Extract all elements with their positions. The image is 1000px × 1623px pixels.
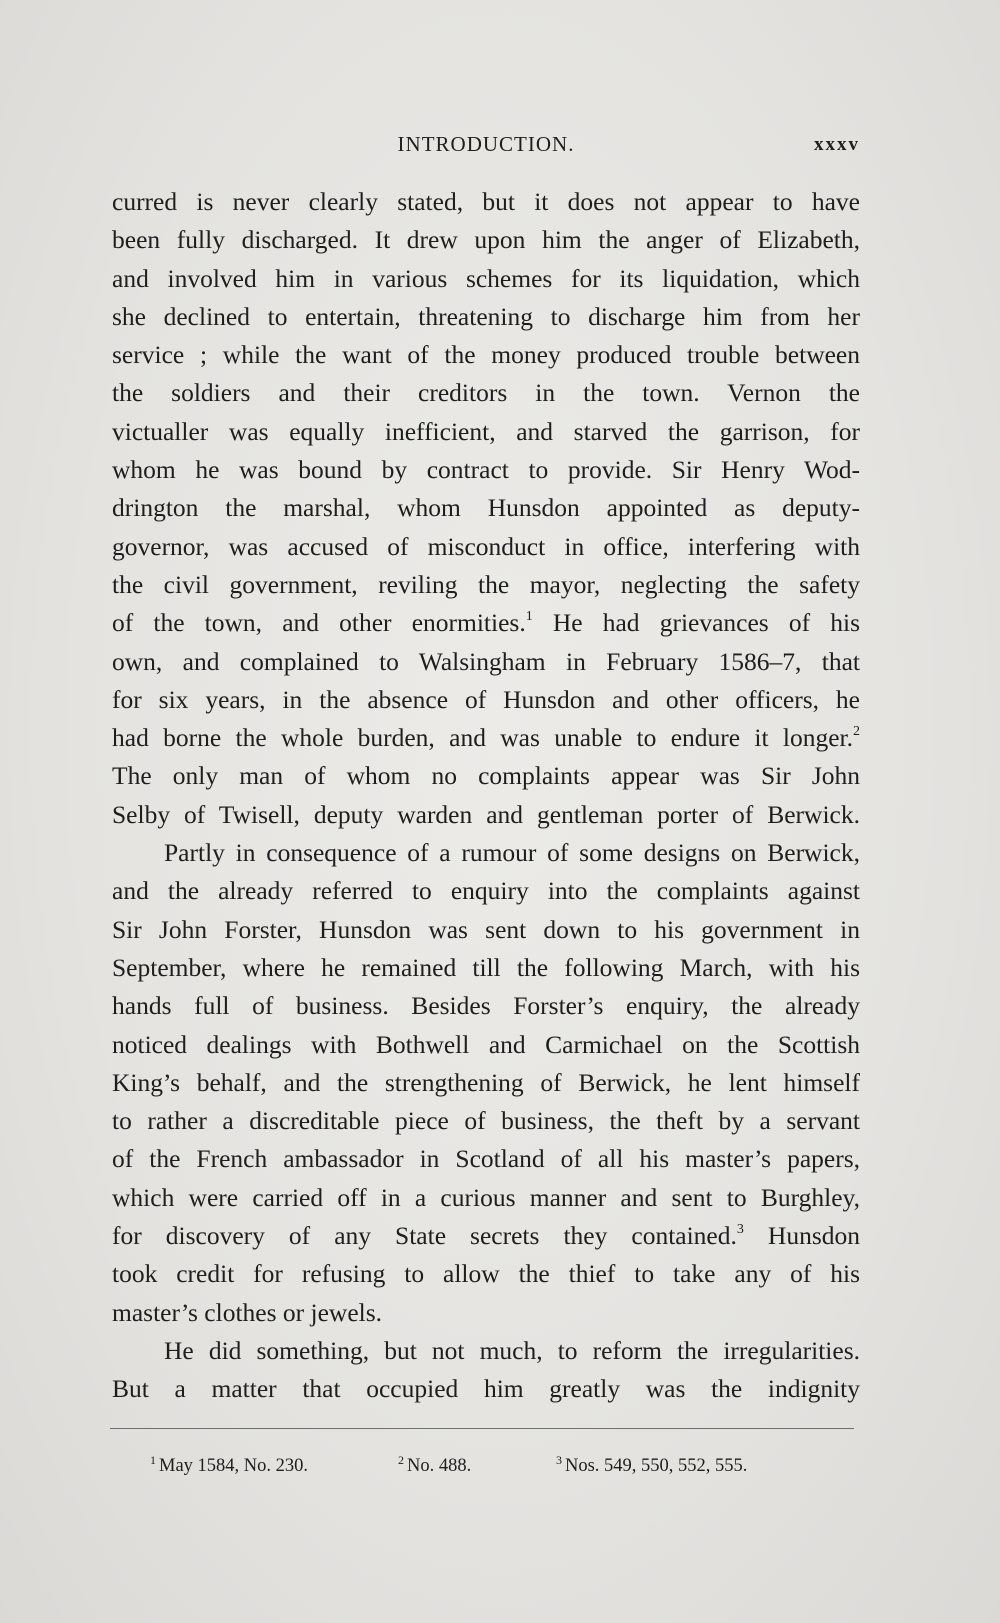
text-segment: Hunsdon	[743, 1221, 860, 1251]
note-ref-2: 2	[853, 724, 860, 740]
text-line: and the already referred to enquiry into the complaints against	[112, 876, 860, 906]
text-line: service ; while the want of the money produced trouble between	[112, 340, 860, 370]
text-line: He did something, but not much, to reform the irregularities.	[164, 1335, 860, 1365]
text-line: victualler was equally inefficient, and starved the garrison, for	[112, 416, 860, 446]
text-line: governor, was accused of misconduct in office, interfering with	[112, 531, 860, 561]
text-line: of the French ambassador in Scotland of all his master’s papers,	[112, 1144, 860, 1174]
footnote-3	[556, 1453, 748, 1477]
text-line: King’s behalf, and the strengthening of Berwick, he lent himself	[112, 1067, 860, 1097]
text-line-with-note	[112, 1217, 860, 1255]
footnote-mark: 3	[556, 1453, 562, 1467]
text-line-with-note	[112, 719, 860, 757]
footnote-rule	[110, 1428, 854, 1429]
footnote-mark: 1	[150, 1453, 156, 1467]
text-line: which were carried off in a curious manner and sent to Burghley,	[112, 1182, 860, 1212]
text-line: But a matter that occupied him greatly was the indignity	[112, 1374, 860, 1404]
text-segment: of the town, and other enormities.	[112, 608, 526, 638]
footnote-text: May 1584, No. 230.	[159, 1456, 309, 1476]
footnote-mark: 2	[398, 1453, 404, 1467]
footnote-text: Nos. 549, 550, 552, 555.	[565, 1456, 748, 1476]
text-line: she declined to entertain, threatening to discharge him from her	[112, 301, 860, 331]
text-line: the soldiers and their creditors in the town. Vernon the	[112, 378, 860, 408]
text-line: the civil government, reviling the mayor, neglecting the safety	[112, 569, 860, 599]
text-line: hands full of business. Besides Forster’s enquiry, the already	[112, 991, 860, 1021]
page-number: xxxv	[814, 134, 860, 155]
text-line: Partly in consequence of a rumour of some designs on Berwick,	[164, 838, 860, 868]
text-line: master’s clothes or jewels.	[112, 1297, 383, 1327]
running-head	[112, 132, 860, 160]
text-line: Sir John Forster, Hunsdon was sent down to his government in	[112, 914, 860, 944]
running-title: INTRODUCTION.	[397, 132, 575, 156]
text-line: to rather a discreditable piece of business, the theft by a servant	[112, 1106, 860, 1136]
text-segment: had borne the whole burden, and was unable to endure it longer.	[112, 723, 853, 753]
note-ref-3: 3	[736, 1222, 744, 1238]
footnote-text: No. 488.	[407, 1456, 472, 1476]
footnote-1	[150, 1453, 309, 1477]
text-segment: for discovery of any State secrets they contained.	[112, 1221, 737, 1251]
footnotes	[150, 1453, 830, 1484]
text-line: September, where he remained till the following March, with his	[112, 952, 860, 982]
text-line: been fully discharged. It drew upon him the anger of Elizabeth,	[112, 225, 860, 255]
text-line: Selby of Twisell, deputy warden and gentleman porter of Berwick.	[112, 799, 860, 829]
text-line: whom he was bound by contract to provide. Sir Henry Wod-	[112, 455, 860, 485]
text-line: for six years, in the absence of Hunsdon and other officers, he	[112, 684, 860, 714]
text-line: curred is never clearly stated, but it does not appear to have	[112, 187, 860, 216]
text-line: The only man of whom no complaints appear was Sir John	[112, 761, 860, 791]
text-line: own, and complained to Walsingham in February 1586–7, that	[112, 646, 860, 676]
footnote-2	[398, 1453, 472, 1477]
text-line: drington the marshal, whom Hunsdon appointed as deputy-	[112, 493, 860, 523]
body-text	[112, 183, 860, 1409]
text-line: noticed dealings with Bothwell and Carmichael on the Scottish	[112, 1029, 860, 1059]
text-line: took credit for refusing to allow the thief to take any of his	[112, 1259, 860, 1289]
note-ref-1: 1	[525, 609, 533, 625]
text-line: and involved him in various schemes for its liquidation, which	[112, 263, 860, 293]
text-line-with-note	[112, 604, 860, 642]
text-segment: He had grievances of his	[532, 608, 861, 638]
